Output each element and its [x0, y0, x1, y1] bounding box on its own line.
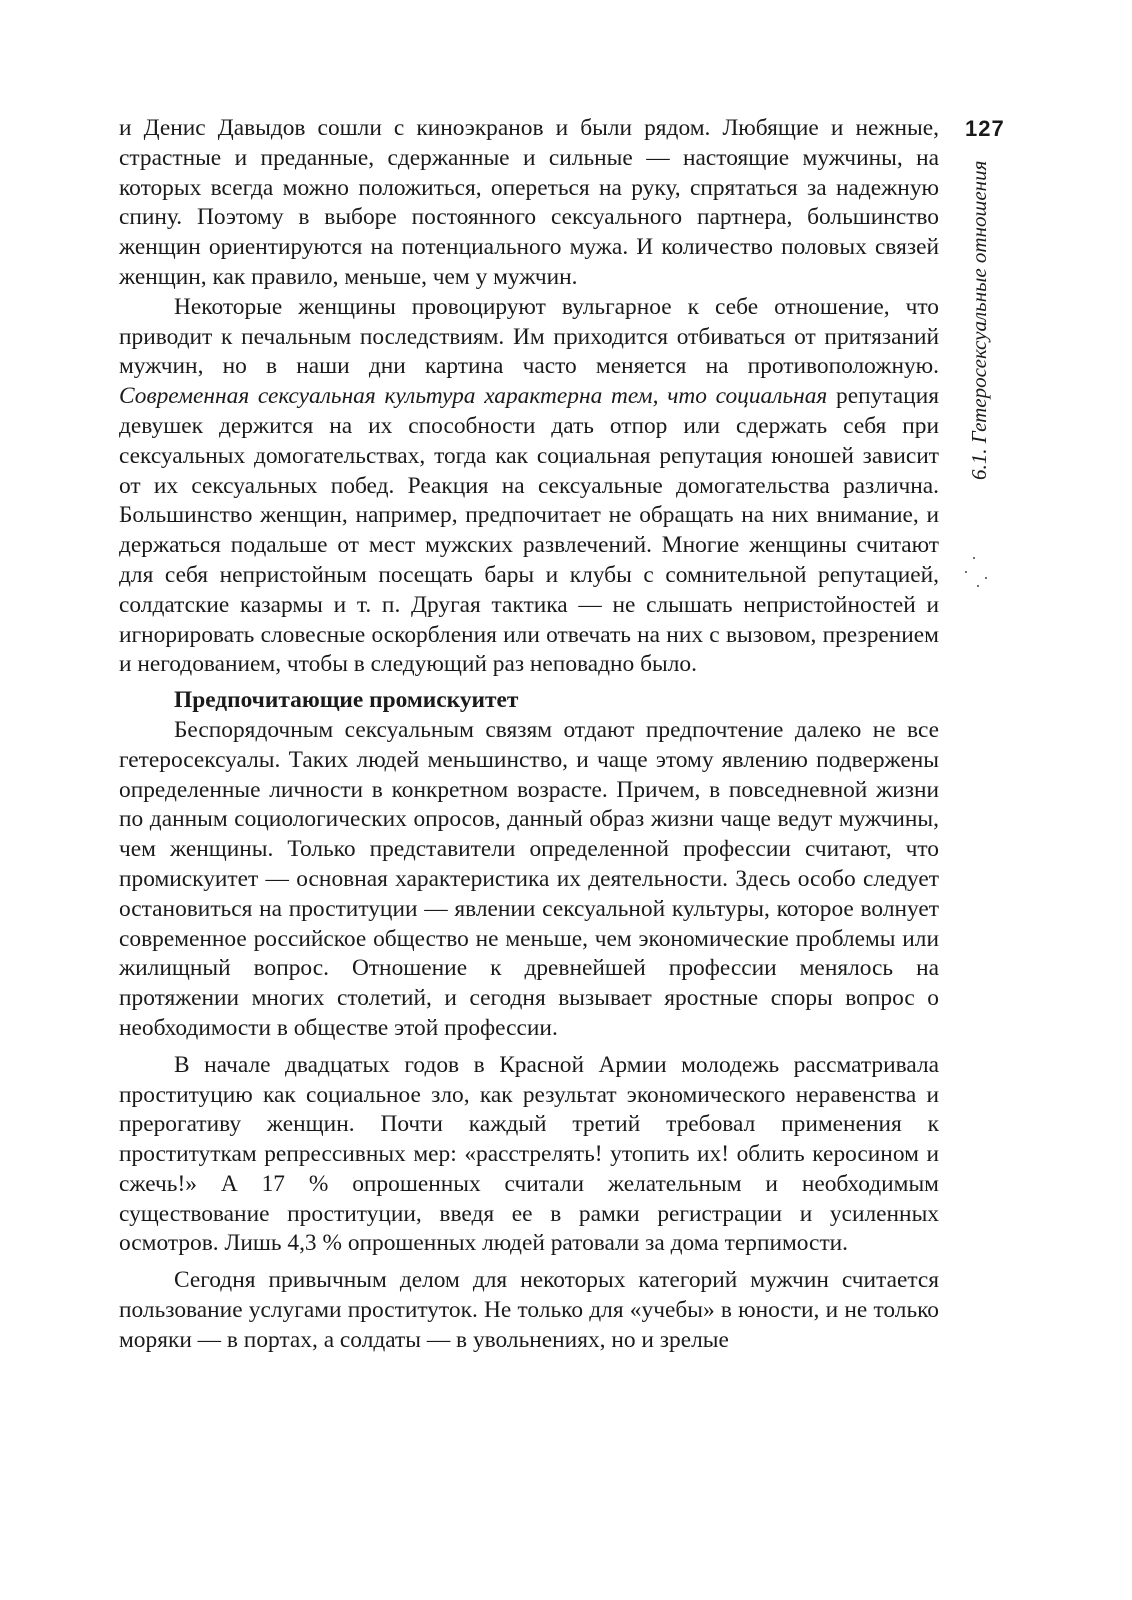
paragraph-4: В начале двадцатых годов в Красной Армии молодежь рассматривала проституцию как социальное зло, как результат экономического неравенства и прерогативу женщин. Почти каждый третий требовал применения к проституткам репрессивных мер: «расстрелять! утопить их! облить керосином и сжечь!» А 17 % опрошенных считали желательным и необходимым существование проституции, введя ее в рамки регистрации и усиленных осмотров. Лишь 4,3 % опрошенных людей ратовали за дома терпимости. [119, 1051, 939, 1257]
paragraph-2 [119, 293, 939, 680]
section-heading: Предпочитающие промискуитет [174, 687, 519, 714]
paragraph-3: Беспорядочным сексуальным связям отдают предпочтение далеко не все гетеросексуалы. Таких людей меньшинство, и чаще этому явлению подвержены определенные личности в конкретном возрасте. Причем, в повседневной жизни по данным социологических опросов, данный образ жизни чаще ведут мужчины, чем женщины. Только представители определенной профессии считают, что промискуитет — основная характеристика их деятельности. Здесь особо следует остановиться на проституции — явлении сексуальной культуры, которое волнует современное российское общество не меньше, чем экономические проблемы или жилищный вопрос. Отношение к древнейшей профессии менялось на протяжении многих столетий, и сегодня вызывает яростные споры вопрос о необходимости в обществе этой профессии. [119, 716, 939, 1041]
running-head: 6.1. Гетеросексуальные отношения [967, 160, 991, 480]
paragraph-2-italic: Современная сексуальная культура характерна тем, что социальная [119, 383, 828, 410]
paragraph-5: Сегодня привычным делом для некоторых категорий мужчин считается пользование услугами проституток. Не только для «учебы» в юности, и не только моряки — в портах, а солдаты — в увольнениях, но и зрелые [119, 1267, 939, 1353]
paragraph-1: и Денис Давыдов сошли с киноэкранов и были рядом. Любящие и нежные, страстные и преданные, сдержанные и сильные — настоящие мужчины, на которых всегда можно положиться, опереться на руку, спрятаться за надежную спину. Поэтому в выборе постоянного сексуального партнера, большинство женщин ориентируются на потенциального мужа. И количество половых связей женщин, как правило, меньше, чем у мужчин. [119, 115, 939, 290]
paragraph-2-start: Некоторые женщины провоцируют вульгарное к себе отношение, что приводит к печальным последствиям. Им приходится отбиваться от притязаний мужчин, но в наши дни картина часто меняется на противоположную. [119, 293, 939, 380]
paragraph-2-end: репутация девушек держится на их способности дать отпор или сдержать себя при сексуальных домогательствах, тогда как социальная репутация юношей зависит от их сексуальных побед. Реакция на сексуальные домогательства различна. Большинство женщин, например, предпочитает не обращать на них внимание, и держаться подальше от мест мужских развлечений. Многие женщины считают для себя непристойным посещать бары и клубы с сомнительной репутацией, солдатские казармы и т. п. Другая тактика — не слышать непристойностей и игнорировать словесные оскорбления или отвечать на них с вызовом, презрением и негодованием, чтобы в следующий раз неповадно было. [119, 383, 939, 678]
scan-specks [963, 555, 993, 595]
body-text [119, 114, 939, 1356]
page-number: 127 [965, 116, 1005, 141]
